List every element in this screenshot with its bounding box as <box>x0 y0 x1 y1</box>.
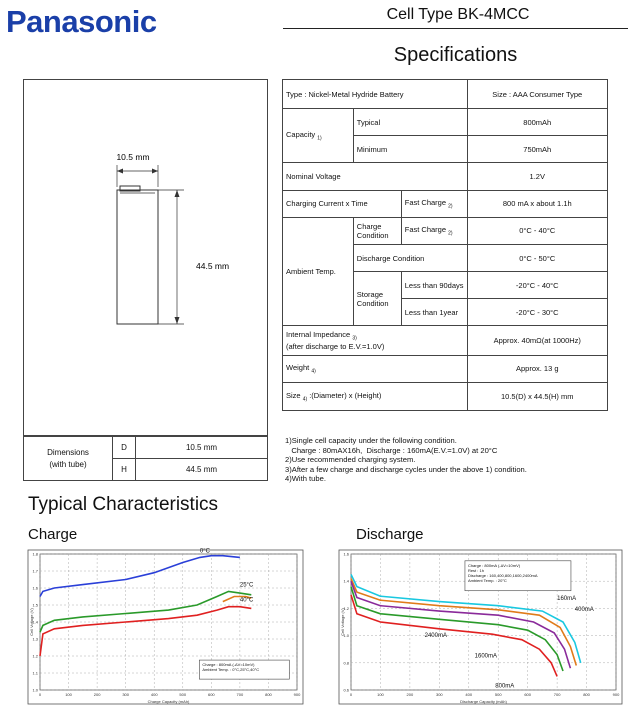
dim-d-label: D <box>113 437 136 459</box>
y-axis-label: Cell Voltage (V) <box>340 608 345 636</box>
spec-fast-charge-note: 2) <box>448 203 453 210</box>
y-tick-label: 1.7 <box>32 568 38 574</box>
footnote-4: 4)With tube. <box>285 474 326 484</box>
width-arrow-right <box>152 169 158 174</box>
spec-fast-charge-cell <box>401 190 467 217</box>
legend-line: Charge : 800mA (-ΔV=10mV) <box>202 662 255 668</box>
x-tick-label: 800 <box>265 692 272 697</box>
spec-size-note: 4) <box>302 396 308 403</box>
dimensions-sublabel: (with tube) <box>49 459 87 469</box>
x-tick-label: 700 <box>236 692 244 697</box>
spec-less-90-value: -20°C - 40°C <box>467 272 607 299</box>
spec-size-cell <box>283 382 468 410</box>
spec-weight-note: 4) <box>311 368 316 375</box>
spec-size-label: Size <box>286 390 301 400</box>
spec-type: Type : Nickel-Metal Hydride Battery <box>283 80 468 109</box>
spec-minimum-label: Minimum <box>353 136 467 163</box>
x-tick-label: 300 <box>435 692 443 697</box>
spec-capacity-note: 1) <box>317 135 322 142</box>
footnote-3: 3)After a few charge and discharge cycles under the above 1) condition. <box>285 464 527 474</box>
charge-chart-title: Charge <box>28 526 78 543</box>
y-tick-label: 1.0 <box>343 633 349 639</box>
spec-fast-charge-label: Fast Charge <box>404 197 447 207</box>
spec-impedance-label: Internal Impedance <box>286 330 351 340</box>
footnote-1-detail: Charge : 80mAX16h, Discharge : 160mA(E.V.=1.0V) at 20°C <box>285 445 498 455</box>
dimensions-label: Dimensions <box>47 447 89 457</box>
series-annotation: 40°C <box>239 597 254 604</box>
x-axis-label: Discharge Capacity (mAh) <box>460 699 507 704</box>
width-arrow-left <box>117 169 123 174</box>
legend-line: Ambient Temp. : 0°C,25°C,40°C <box>202 667 260 673</box>
x-tick-label: 100 <box>65 692 72 697</box>
x-tick-label: 300 <box>122 692 130 697</box>
spec-size-label-rest: :(Diameter) x (Height) <box>307 390 382 400</box>
spec-typical-value: 800mAh <box>467 109 607 136</box>
specifications-title: Specifications <box>393 44 518 66</box>
dimensions-table <box>23 436 268 481</box>
discharge-chart <box>339 550 622 704</box>
footnote-1: 1)Single cell capacity under the following condition. <box>285 436 457 445</box>
y-tick-label: 1.6 <box>32 585 38 591</box>
series-annotation: 800mA <box>495 683 515 690</box>
spec-charge-condition-label: Charge Condition <box>353 217 401 244</box>
spec-storage-condition-label: Storage Condition <box>353 272 401 326</box>
spec-impedance-note: 3) <box>352 335 357 342</box>
x-tick-label: 0 <box>349 692 353 697</box>
discharge-chart-title: Discharge <box>356 526 424 543</box>
series-annotation: 400mA <box>574 607 594 614</box>
series-annotation: 2400mA <box>424 632 447 639</box>
x-axis-label: Charge Capacity (mAh) <box>147 699 190 704</box>
spec-less-1y-value: -20°C - 30°C <box>467 299 607 326</box>
cell-type-title: Cell Type BK-4MCC <box>386 6 530 23</box>
spec-fast-charge-value: 800 mA x about 1.1h <box>467 190 607 217</box>
spec-charging-label: Charging Current x Time <box>283 190 402 217</box>
spec-capacity-label-cell <box>283 109 354 163</box>
spec-weight-label: Weight <box>286 362 310 372</box>
dim-h-value: 44.5 mm <box>136 459 268 481</box>
height-arrow-top <box>175 190 180 197</box>
spec-impedance-value: Approx. 40mΩ(at 1000Hz) <box>467 326 607 355</box>
series-annotation: 0°C <box>199 548 210 555</box>
spec-fast-charge2-cell <box>401 217 467 244</box>
x-tick-label: 100 <box>377 692 384 697</box>
brand-logo: Panasonic <box>6 4 157 39</box>
x-tick-label: 200 <box>406 692 414 697</box>
spec-typical-label: Typical <box>353 109 467 136</box>
spec-less-90-label: Less than 90days <box>401 272 467 299</box>
footnotes <box>285 436 625 484</box>
height-arrow-bottom <box>175 317 180 324</box>
spec-fast-charge2-note: 2) <box>448 230 453 237</box>
spec-impedance-sublabel: (after discharge to E.V.=1.0V) <box>286 341 385 351</box>
x-tick-label: 600 <box>207 692 215 697</box>
height-dim-label: 44.5 mm <box>196 261 230 271</box>
y-tick-label: 1.4 <box>32 619 38 625</box>
y-tick-label: 1.1 <box>32 670 38 676</box>
specifications-table <box>282 79 608 411</box>
spec-impedance-cell <box>283 326 468 355</box>
spec-minimum-value: 750mAh <box>467 136 607 163</box>
cell-drawing <box>24 80 269 437</box>
y-tick-label: 1.2 <box>343 605 349 611</box>
footnote-2: 2)Use recommended charging system. <box>285 455 416 465</box>
spec-fast-charge2-value: 0°C - 40°C <box>467 217 607 244</box>
y-tick-label: 1.6 <box>343 551 349 557</box>
legend-line: Charge : 800mA (-ΔV=10mV) <box>467 562 521 568</box>
x-tick-label: 400 <box>150 692 158 697</box>
x-tick-label: 500 <box>179 692 187 697</box>
title-divider <box>283 28 628 29</box>
x-tick-label: 400 <box>465 692 473 697</box>
spec-discharge-condition-value: 0°C - 50°C <box>467 244 607 271</box>
y-tick-label: 1.4 <box>343 578 349 584</box>
y-tick-label: 1.0 <box>32 687 38 693</box>
spec-nominal-voltage-label: Nominal Voltage <box>283 163 468 190</box>
series-annotation: 1600mA <box>474 653 498 660</box>
x-tick-label: 200 <box>93 692 101 697</box>
y-axis-label: Cell Voltage (V) <box>29 608 34 636</box>
x-tick-label: 900 <box>612 692 620 697</box>
y-tick-label: 1.8 <box>32 551 38 557</box>
dim-h-label: H <box>113 459 136 481</box>
charge-chart <box>28 548 303 704</box>
spec-fast-charge2-label: Fast Charge <box>404 225 447 235</box>
spec-size-value: 10.5(D) x 44.5(H) mm <box>467 382 607 410</box>
charts-svg <box>0 540 633 720</box>
x-tick-label: 800 <box>583 692 590 697</box>
width-dim-label: 10.5 mm <box>116 152 150 162</box>
x-tick-label: 500 <box>494 692 502 697</box>
x-tick-label: 600 <box>524 692 532 697</box>
spec-size: Size : AAA Consumer Type <box>467 80 607 109</box>
y-tick-label: 1.3 <box>32 636 38 642</box>
x-tick-label: 900 <box>293 692 301 697</box>
cell-drawing-box <box>23 79 268 436</box>
spec-ambient-label: Ambient Temp. <box>283 217 354 326</box>
spec-discharge-condition-label: Discharge Condition <box>353 244 467 271</box>
spec-nominal-voltage-value: 1.2V <box>467 163 607 190</box>
dimensions-label-cell <box>24 437 113 481</box>
spec-weight-value: Approx. 13 g <box>467 355 607 382</box>
x-tick-label: 700 <box>553 692 561 697</box>
spec-weight-cell <box>283 355 468 382</box>
legend-line: Discharge : 160,400,800,1600,2400mA <box>467 572 538 578</box>
cell-body-outline <box>117 190 158 324</box>
y-tick-label: 1.2 <box>32 653 38 659</box>
series-annotation: 160mA <box>557 596 577 603</box>
spec-less-1y-label: Less than 1year <box>401 299 467 326</box>
spec-capacity-label: Capacity <box>286 130 316 140</box>
legend-line: Ambient Temp. : 20°C <box>467 577 507 583</box>
dim-d-value: 10.5 mm <box>136 437 268 459</box>
x-tick-label: 0 <box>38 692 42 697</box>
y-tick-label: 1.5 <box>32 602 38 608</box>
y-tick-label: 0.6 <box>343 687 349 693</box>
y-tick-label: 0.8 <box>343 660 349 666</box>
typical-characteristics-title: Typical Characteristics <box>28 494 219 515</box>
series-annotation: 25°C <box>239 582 254 589</box>
legend-line: Rest : 1h <box>467 567 484 573</box>
